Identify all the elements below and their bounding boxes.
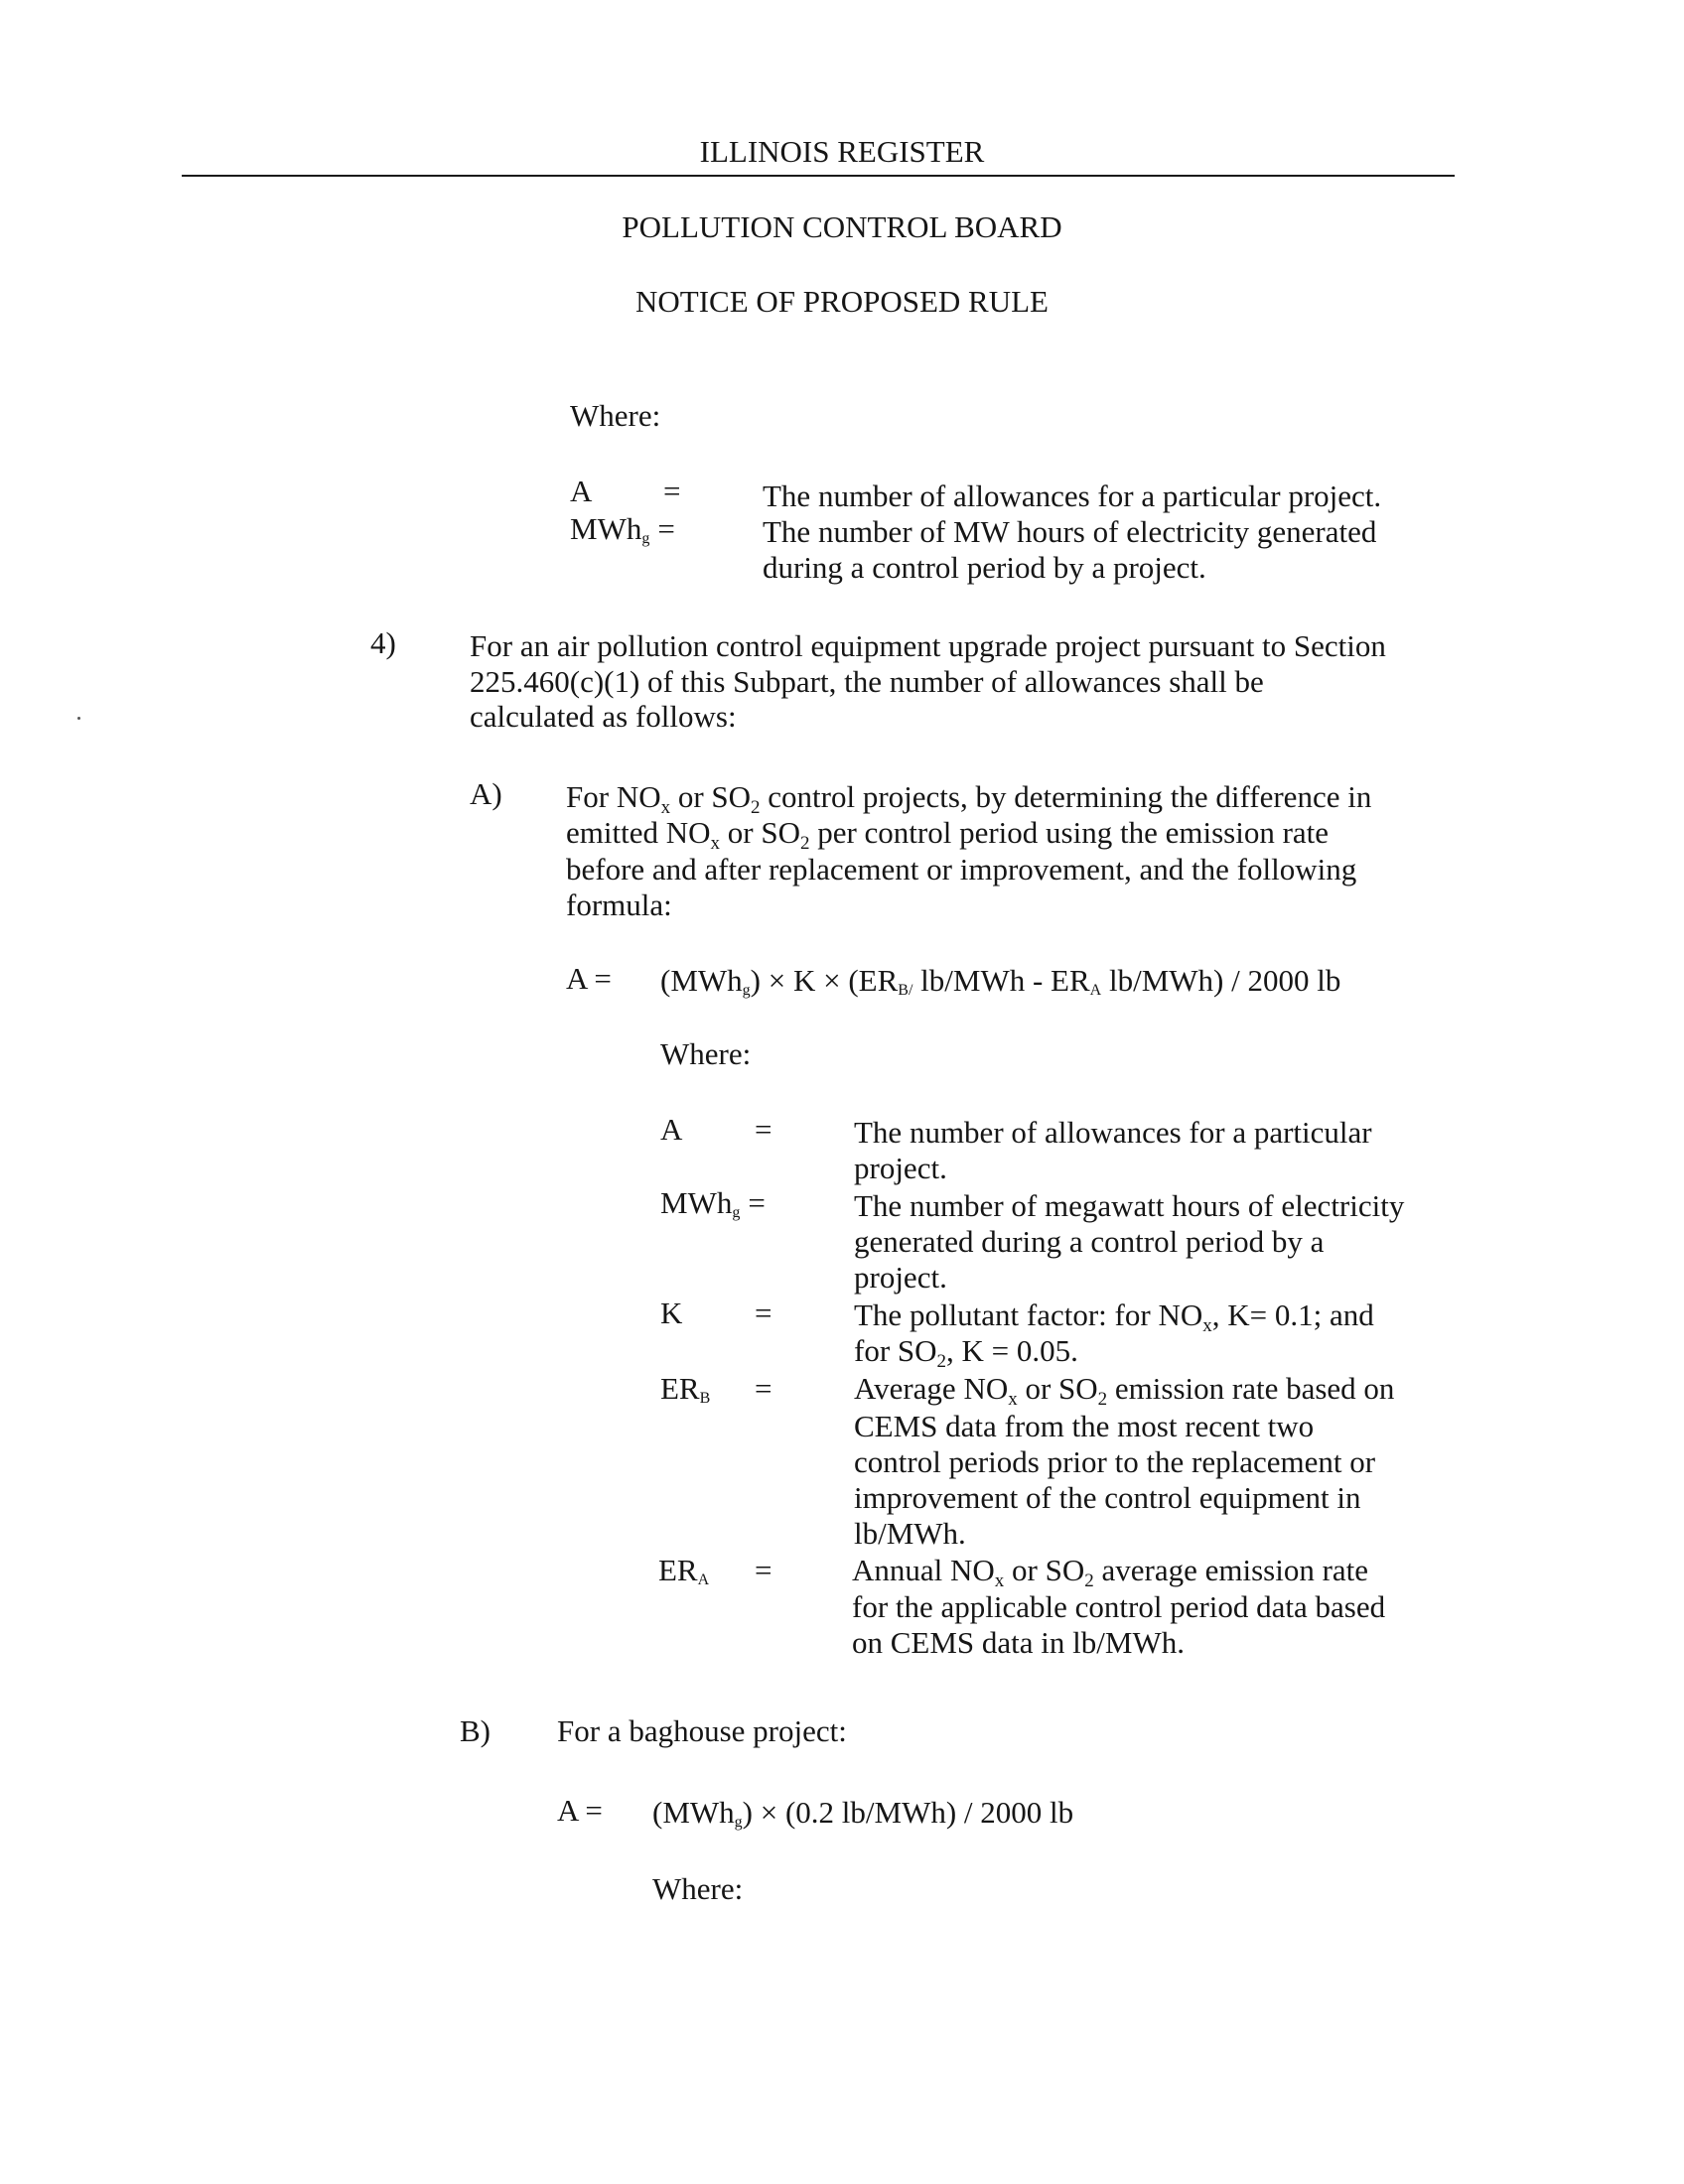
def-text-a: The number of allowances for a particular project. bbox=[763, 478, 1382, 513]
def-mwh-line-1: The number of megawatt hours of electricity bbox=[854, 1188, 1405, 1223]
formula-b-lhs: A = bbox=[557, 1793, 603, 1828]
itemA-line-2: emitted $NO_x$ or $SO_2$ per control period using the emission rate bbox=[566, 815, 1330, 854]
def-erb-line-3: control periods prior to the replacement or bbox=[854, 1444, 1376, 1479]
item4-line-2: 225.460(c)(1) of this Subpart, the number of allowances shall be bbox=[470, 664, 1264, 699]
def-erb-line-4: improvement of the control equipment in bbox=[854, 1480, 1361, 1515]
def-text-mwh-1: The number of MW hours of electricity generated bbox=[763, 514, 1377, 549]
def-symbol-era: ERA bbox=[658, 1553, 710, 1588]
itemA-line-3: before and after replacement or improvement, and the following bbox=[566, 852, 1357, 887]
def-era-line-2: for the applicable control period data based bbox=[852, 1589, 1386, 1624]
equals-sign: = bbox=[755, 1553, 772, 1587]
board-title: POLLUTION CONTROL BOARD bbox=[622, 209, 1062, 244]
def-symbol-mwh: MWhg = bbox=[570, 511, 675, 547]
def-mwh-line-3: project. bbox=[854, 1260, 947, 1295]
itemB-text: For a baghouse project: bbox=[557, 1713, 847, 1748]
notice-title: NOTICE OF PROPOSED RULE bbox=[635, 284, 1049, 319]
item4-line-1: For an air pollution control equipment upgrade project pursuant to Section bbox=[470, 628, 1386, 663]
itemA-line-1: For $NO_x$ or $SO_2$ control projects, by determining the difference in bbox=[566, 779, 1372, 818]
register-title: ILLINOIS REGISTER bbox=[699, 134, 985, 169]
stray-mark bbox=[77, 717, 80, 720]
def-symbol-k: K bbox=[660, 1296, 683, 1330]
def-symbol-mwh-2: MWhg = bbox=[660, 1185, 766, 1221]
equals-sign: = bbox=[755, 1296, 772, 1330]
where-label-1: Where: bbox=[570, 398, 661, 433]
itemA-line-4: formula: bbox=[566, 887, 672, 922]
item-number-4: 4) bbox=[370, 625, 396, 660]
def-symbol-a: A bbox=[570, 474, 593, 508]
item-label-b: B) bbox=[460, 1713, 491, 1748]
formula-a-rhs: (MWhg) × K × (ERB/ lb/MWh - ERA lb/MWh) / 2000 lb bbox=[660, 963, 1341, 999]
def-era-line-3: on CEMS data in lb/MWh. bbox=[852, 1625, 1185, 1660]
def-a-line-2: project. bbox=[854, 1151, 947, 1185]
equals-sign: = bbox=[663, 474, 681, 508]
def-era-line-1: Annual $NO_x$ or $SO_2$ average emission rate bbox=[852, 1553, 1369, 1591]
def-k-line-1: The pollutant factor: for $NO_x$, K= 0.1; and bbox=[854, 1297, 1374, 1336]
def-k-line-2: for $SO_2$, K = 0.05. bbox=[854, 1333, 1078, 1372]
equals-sign: = bbox=[755, 1371, 772, 1406]
equals-sign: = bbox=[755, 1112, 772, 1147]
where-label-2: Where: bbox=[660, 1036, 752, 1071]
def-a-line-1: The number of allowances for a particular bbox=[854, 1115, 1372, 1150]
header-rule bbox=[182, 175, 1455, 177]
def-symbol-a-2: A bbox=[660, 1112, 683, 1147]
def-symbol-erb: ERB bbox=[660, 1371, 711, 1407]
def-erb-line-5: lb/MWh. bbox=[854, 1516, 966, 1551]
def-mwh-line-2: generated during a control period by a bbox=[854, 1224, 1325, 1259]
def-text-mwh-2: during a control period by a project. bbox=[763, 550, 1206, 585]
def-erb-line-1: Average $NO_x$ or $SO_2$ emission rate based on bbox=[854, 1371, 1395, 1410]
item4-line-3: calculated as follows: bbox=[470, 699, 737, 734]
def-erb-line-2: CEMS data from the most recent two bbox=[854, 1409, 1315, 1443]
item-label-a: A) bbox=[470, 776, 502, 811]
formula-b-rhs: (MWhg) × (0.2 lb/MWh) / 2000 lb bbox=[652, 1795, 1074, 1831]
formula-a-lhs: A = bbox=[566, 961, 612, 996]
where-label-3: Where: bbox=[652, 1871, 744, 1906]
